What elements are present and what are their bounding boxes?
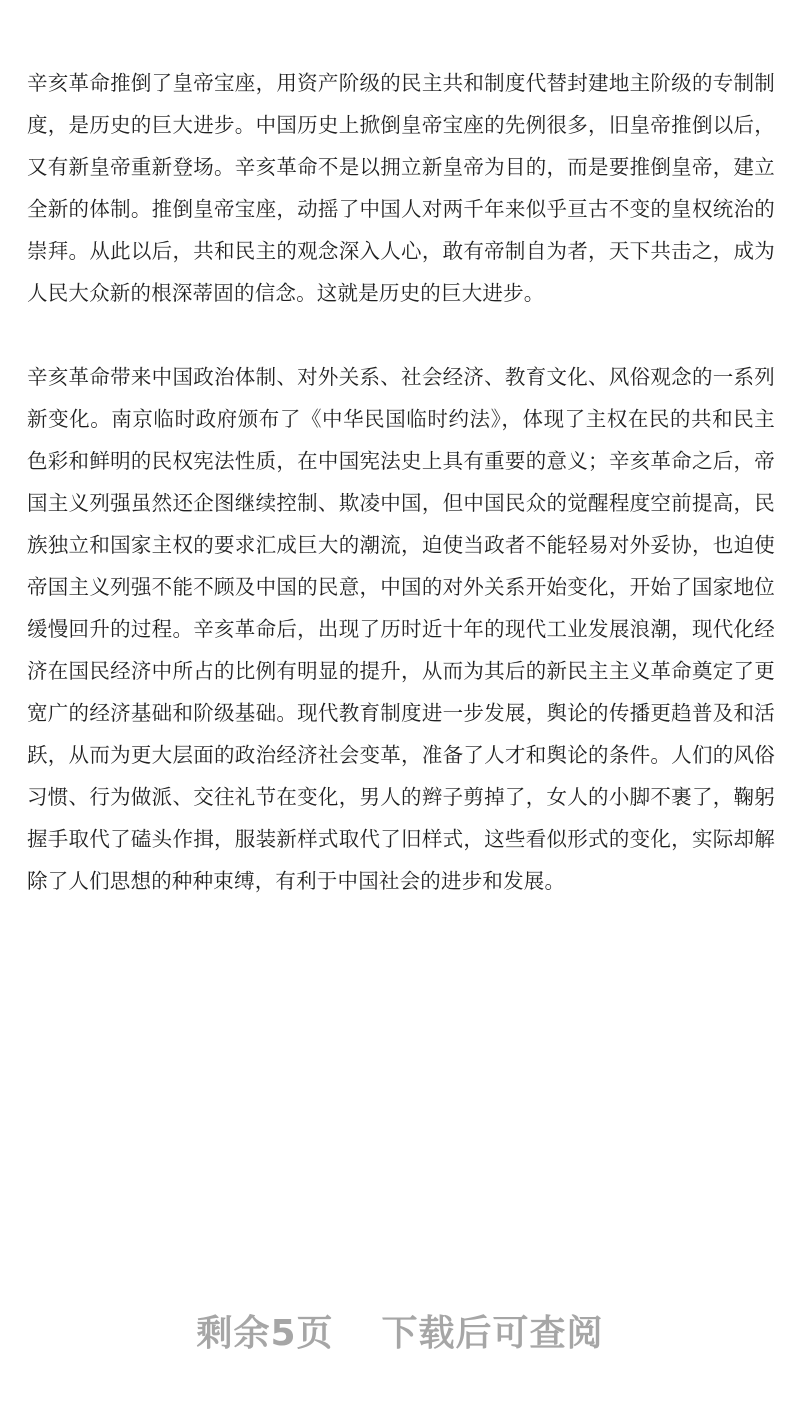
download-prompt[interactable]	[0, 1305, 800, 1356]
download-to-view-label: 下载后可查阅	[381, 1313, 604, 1354]
paragraph-2: 辛亥革命带来中国政治体制、对外关系、社会经济、教育文化、风俗观念的一系列新变化。南京临时政府颁布了《中华民国临时约法》，体现了主权在民的共和民主色彩和鲜明的民权宪法性质，在中国宪法史上具有重要的意义；辛亥革命之后，帝国主义列强虽然还企图继续控制、欺凌中国，但中国民众的觉醒程度空前提高，民族独立和国家主权的要求汇成巨大的潮流，迫使当政者不能轻易对外妥协，也迫使帝国主义列强不能不顾及中国的民意，中国的对外关系开始变化，开始了国家地位缓慢回升的过程。辛亥革命后，出现了历时近十年的现代工业发展浪潮，现代化经济在国民经济中所占的比例有明显的提升，从而为其后的新民主主义革命奠定了更宽广的经济基础和阶级基础。现代教育制度进一步发展，舆论的传播更趋普及和活跃，从而为更大层面的政治经济社会变革，准备了人才和舆论的条件。人们的风俗习惯、行为做派、交往礼节在变化，男人的辫子剪掉了，女人的小脚不裹了，鞠躬握手取代了磕头作揖，服装新样式取代了旧样式，这些看似形式的变化，实际却解除了人们思想的种种束缚，有利于中国社会的进步和发展。	[27, 365, 775, 893]
article-body	[27, 62, 775, 902]
paragraph-1: 辛亥革命推倒了皇帝宝座，用资产阶级的民主共和制度代替封建地主阶级的专制制度，是历史的巨大进步。中国历史上掀倒皇帝宝座的先例很多，旧皇帝推倒以后，又有新皇帝重新登场。辛亥革命不是以拥立新皇帝为目的，而是要推倒皇帝，建立全新的体制。推倒皇帝宝座，动摇了中国人对两千年来似乎亘古不变的皇权统治的崇拜。从此以后，共和民主的观念深入人心，敢有帝制自为者，天下共击之，成为人民大众新的根深蒂固的信念。这就是历史的巨大进步。	[27, 71, 775, 305]
remaining-pages-label: 剩余5页	[196, 1313, 334, 1354]
